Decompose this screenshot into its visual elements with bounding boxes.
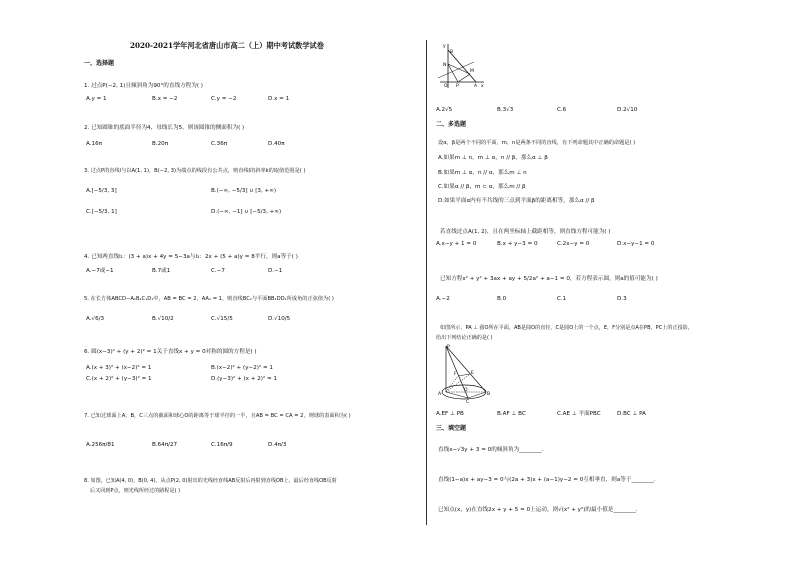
q4-option-d: D.−1 (268, 268, 283, 274)
fig12-label-o: O (464, 388, 468, 393)
q11-option-c: C.1 (557, 296, 567, 302)
q5-option-a: A.√6/3 (86, 316, 105, 322)
q15-stem: 已知点(x，y)在直线2x + y + 5 = 0上运动，则√(x² + y²)的最小值是________． (438, 507, 642, 513)
q4-option-a: A.−7或−1 (86, 268, 114, 274)
q3-option-c: C.[−5/3, 1] (86, 209, 117, 215)
q9-stem: 设α，β是两个不同的平面，m，n是两条不同的直线，有下列命题其中正确的命题是( ) (438, 140, 636, 146)
q3-option-a: A.[−5/3, 3] (86, 188, 117, 194)
fig8-label-p: P (456, 84, 459, 89)
fig12-label-a: A (438, 392, 442, 397)
q8-stem-line1: 8. 如图，已知A(4, 0)，B(0, 4)，从点P(2, 0)射出的光线经直线AB反射后再射到直线OB上，最后经直线OB反射 (84, 478, 337, 484)
q14-stem: 直线(1−a)x + ay−3 = 0与(2a + 3)x + (a−1)y−2 = 0互相垂直，则a等于________． (438, 477, 660, 483)
q7-option-c: C.16π/9 (211, 442, 233, 448)
section-heading-fill: 三、填空题 (436, 425, 467, 432)
q1-option-a: A.y = 1 (86, 96, 107, 102)
q8-stem-line2: 后又回到P点，则光线所经过的路程是( ) (90, 488, 181, 494)
page-title: 2020-2021学年河北省唐山市高二（上）期中考试数学试卷 (130, 41, 324, 50)
q2-option-d: D.40π (268, 141, 285, 147)
fig8-label-a: A (474, 84, 478, 89)
fig8-label-m: M (470, 69, 474, 74)
q11-stem: 已知方程x² + y² + 3ax + ay + 5/2a² + a−1 = 0，若方程表示圆，则a的值可能为( ) (440, 276, 658, 282)
q5-option-b: B.√10/2 (152, 316, 174, 322)
q3-option-b: B.(−∞, −5/3] ∪ [3, +∞) (211, 188, 277, 194)
q7-option-a: A.256π/81 (86, 442, 115, 448)
fig12-label-f: F (454, 372, 457, 377)
q6-option-c: C.(x + 2)² + (y−3)² = 1 (86, 376, 152, 382)
q8-option-b: B.3√3 (497, 107, 514, 113)
q10-option-d: D.x−y−1 = 0 (617, 241, 655, 247)
q3-option-d: D.(−∞, −1] ∪ [−5/3, +∞) (211, 209, 282, 215)
q12-option-b: B.AF ⊥ BC (497, 411, 526, 417)
q11-option-b: B.0 (497, 296, 507, 302)
fig8-label-b: B (450, 50, 454, 55)
q2-option-a: A.16π (86, 141, 102, 147)
q12-stem-line2: 给出下列结论正确的是( ) (436, 335, 493, 341)
q9-option-a: A.如果m ⊥ n，m ⊥ α，n // β，那么α ⊥ β (438, 155, 548, 161)
q6-stem: 6. 圆(x−3)² + (y + 2)² = 1关于直线x + y = 0对称的圆的方程是( ) (84, 349, 257, 355)
q9-option-c: C.如果α // β，m ⊂ α，那么m // β (438, 184, 526, 190)
q9-option-b: B.如果m ⊥ α，n // α，那么m ⊥ n (438, 170, 527, 176)
fig8-label-o: O (444, 84, 448, 89)
q2-option-c: C.36π (211, 141, 228, 147)
q8-option-a: A.2√5 (436, 107, 453, 113)
q11-option-a: A.−2 (436, 296, 450, 302)
q5-stem: 5. 在长方体ABCD−A₁B₁C₁D₁中，AB = BC = 2，AA₁ = 1，则直线BC₁与平面BB₁DD₁所成角的正弦值为( ) (84, 296, 334, 302)
q4-option-b: B.7或1 (152, 268, 171, 274)
fig8-label-x: x (481, 84, 484, 89)
q7-option-d: D.4π/3 (268, 442, 287, 448)
q2-stem: 2. 已知圆锥的底面半径为4，母线长为5，则该圆锥的侧面积为( ) (84, 125, 245, 131)
q1-option-b: B.x = −2 (152, 96, 178, 102)
fig8-label-y: y (443, 44, 446, 49)
q6-option-d: D.(y−3)² + (x + 2)² = 1 (211, 376, 278, 382)
section-heading-multi: 二、多选题 (436, 121, 467, 128)
q1-option-c: C.y = −2 (211, 96, 237, 102)
q10-stem: 若直线过点A(1, 2)，且在两坐标轴上截距相等，则直线方程可能为( ) (440, 229, 611, 235)
q9-option-d: D.如果平面α内有不共线的三点到平面β的距离相等，那么α // β (438, 198, 595, 204)
q1-stem: 1. 过点P(−2, 1)且倾斜角为90°的直线方程为( ) (84, 83, 203, 89)
q8-figure (436, 42, 486, 96)
fig12-label-b: B (487, 392, 491, 397)
fig8-label-n: N (443, 63, 447, 68)
q6-option-b: B.(x−2)² + (y−2)² = 1 (211, 365, 273, 371)
q11-option-d: D.3 (617, 296, 627, 302)
q1-option-d: D.x = 1 (268, 96, 290, 102)
q3-stem: 3. 过点P的直线l与以A(1, 1)，B(−2, 3)为端点的线段有公共点，则直线l的斜率k的取值范围是( ) (84, 168, 306, 174)
q7-option-b: B.64π/27 (152, 442, 178, 448)
q10-option-a: A.x−y + 1 = 0 (436, 241, 477, 247)
q6-option-a: A.(x + 3)² + (x−2)² = 1 (86, 365, 152, 371)
q12-figure (436, 342, 492, 404)
q4-option-c: C.−7 (211, 268, 225, 274)
q13-stem: 直线x−√3y + 3 = 0的倾斜角为________． (438, 447, 548, 453)
q8-option-d: D.2√10 (617, 107, 638, 113)
q12-stem-line1: 如图所示，PA ⊥ 圆O所在平面，AB是圆O的直径，C是圆O上的一个点，E，F分别是点A在PB，PC上的正投影， (440, 325, 693, 331)
q2-option-b: B.20π (152, 141, 169, 147)
q5-option-d: D.√10/5 (268, 316, 291, 322)
q10-option-b: B.x + y−3 = 0 (497, 241, 538, 247)
section-heading-choice: 一、选择题 (84, 60, 115, 67)
fig12-label-p: P (447, 345, 450, 350)
q4-stem: 4. 已知两直线l₁：(3 + a)x + 4y = 5−3a与l₂：2x + (5 + a)y = 8平行，则a等于( ) (84, 254, 298, 260)
q8-option-c: C.6 (557, 107, 567, 113)
q12-option-d: D.BC ⊥ PA (617, 411, 647, 417)
fig12-label-c: C (466, 400, 470, 404)
q12-option-c: C.AE ⊥ 平面PBC (557, 411, 601, 417)
fig12-label-e: E (471, 371, 474, 376)
q7-stem: 7. 已知过球面上A，B，C三点的截面和球心O的距离等于球半径的一半，且AB = BC = CA = 2，则球的表面积为( ) (84, 413, 351, 419)
column-divider (426, 40, 427, 525)
q5-option-c: C.√15/5 (211, 316, 233, 322)
q12-option-a: A.EF ⊥ PB (436, 411, 464, 417)
q10-option-c: C.2x−y = 0 (557, 241, 590, 247)
